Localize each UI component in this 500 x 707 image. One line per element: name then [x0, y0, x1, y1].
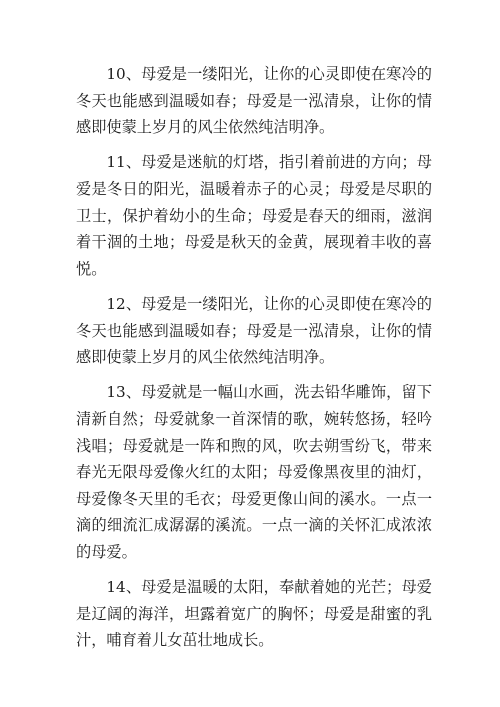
paragraph-11: 11、母爱是迷航的灯塔，指引着前进的方向；母爱是冬日的阳光，温暖着赤子的心灵；母爱是尽职的卫士，保护着幼小的生命；母爱是春天的细雨，滋润着干涸的土地；母爱是秋天的金黄，展现着丰收的喜悦。: [76, 153, 432, 278]
paragraph-14: 14、母爱是温暖的太阳，奉献着她的光芒；母爱是辽阔的海洋，坦露着宽广的胸怀；母爱是甜蜜的乳汁，哺育着儿女茁壮地成长。: [76, 578, 432, 650]
paragraph-10: 10、母爱是一缕阳光，让你的心灵即使在寒冷的冬天也能感到温暖如春；母爱是一泓清泉，让你的情感即使蒙上岁月的风尘依然纯洁明净。: [76, 65, 432, 137]
paragraph-12: 12、母爱是一缕阳光，让你的心灵即使在寒冷的冬天也能感到温暖如春；母爱是一泓清泉，让你的情感即使蒙上岁月的风尘依然纯洁明净。: [76, 294, 432, 367]
document-body: [76, 61, 432, 654]
paragraph-13: 13、母爱就是一幅山水画，洗去铅华雕饰，留下清新自然；母爱就象一首深情的歌，婉转悠扬，轻吟浅唱；母爱就是一阵和煦的风，吹去朔雪纷飞，带来春光无限母爱像火红的太阳；母爱像黑夜里的油灯，母爱像冬天里的毛衣；母爱更像山间的溪水。一点一滴的细流汇成潺潺的溪流。一点一滴的关怀汇成浓浓的母爱。: [76, 383, 432, 561]
